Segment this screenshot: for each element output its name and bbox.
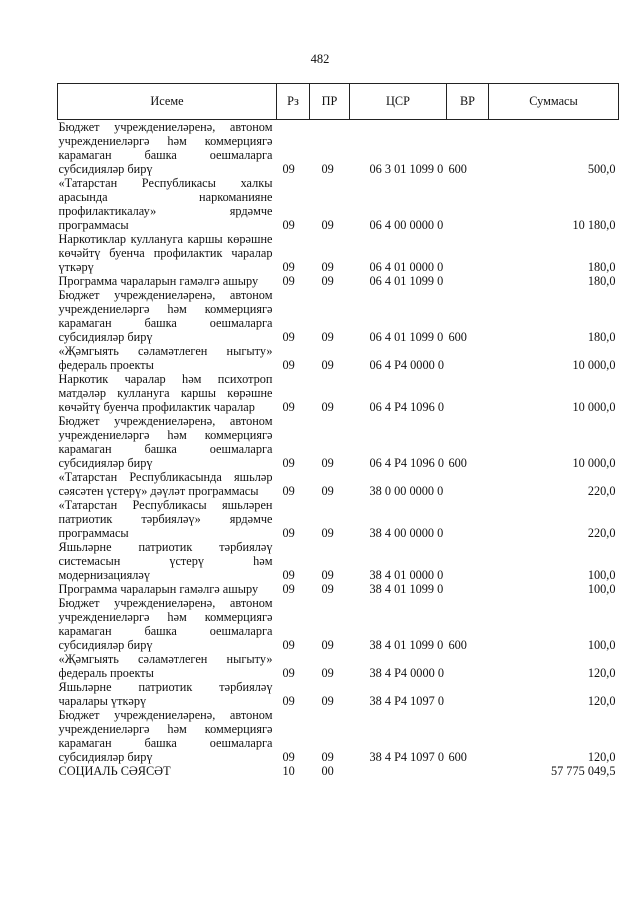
cell-pr: 09 — [321, 568, 334, 582]
cell-name: Бюджет учреждениеләренә, автоном учреждениеләргә һәм коммерциягә карамаган башка оешмаларга субсидияләр бирү — [58, 120, 273, 176]
cell-pr: 00 — [321, 764, 334, 778]
cell-rz: 09 — [282, 358, 295, 372]
cell-sum: 120,0 — [587, 666, 616, 680]
cell-sum: 120,0 — [587, 694, 616, 708]
cell-pr: 09 — [321, 582, 334, 596]
cell-csr: 38 0 00 0000 0 — [369, 484, 444, 498]
table-body — [58, 120, 619, 779]
cell-rz: 09 — [282, 666, 295, 680]
cell-name: «Татарстан Республикасы яшьләрен патриотик тәрбияләү» ярдәмче программасы — [58, 498, 273, 540]
table-row — [58, 708, 619, 764]
table-row — [58, 274, 619, 288]
cell-rz: 09 — [282, 526, 295, 540]
cell-pr: 09 — [321, 218, 334, 232]
cell-sum: 10 180,0 — [572, 218, 616, 232]
table-row — [58, 680, 619, 708]
cell-sum: 180,0 — [587, 274, 616, 288]
cell-name: Бюджет учреждениеләренә, автоном учреждениеләргә һәм коммерциягә карамаган башка оешмаларга субсидияләр бирү — [58, 708, 273, 764]
cell-sum: 180,0 — [587, 330, 616, 344]
budget-table — [57, 83, 619, 778]
cell-pr: 09 — [321, 526, 334, 540]
cell-sum: 100,0 — [587, 568, 616, 582]
page-number: 482 — [310, 52, 330, 66]
column-header-sum: Суммасы — [489, 84, 619, 120]
column-header-vr: ВР — [447, 84, 489, 120]
cell-sum: 120,0 — [587, 750, 616, 764]
cell-csr: 06 4 01 1099 0 — [369, 330, 444, 344]
cell-sum: 220,0 — [587, 526, 616, 540]
cell-vr — [447, 274, 489, 288]
cell-name: Программа чараларын гамәлгә ашыру — [58, 274, 259, 288]
cell-sum: 100,0 — [587, 638, 616, 652]
cell-csr: 38 4 P4 0000 0 — [369, 666, 444, 680]
cell-vr — [447, 498, 489, 540]
cell-name: Бюджет учреждениеләренә, автоном учреждениеләргә һәм коммерциягә карамаган башка оешмаларга субсидияләр бирү — [58, 288, 273, 344]
cell-vr — [447, 652, 489, 680]
cell-vr — [447, 582, 489, 596]
cell-name: Наркотик чаралар һәм психотроп матдәләр куллануга каршы көрәшне көчәйтү буенча профилактик чаралар — [58, 372, 273, 414]
table-row — [58, 120, 619, 177]
cell-pr: 09 — [321, 694, 334, 708]
cell-sum: 500,0 — [587, 162, 616, 176]
cell-rz: 09 — [282, 456, 295, 470]
table-row — [58, 652, 619, 680]
cell-name: Яшьләрне патриотик тәрбияләү системасын үстерү һәм модернизацияләү — [58, 540, 273, 582]
column-header-rz: Рз — [277, 84, 310, 120]
cell-sum: 10 000,0 — [572, 400, 616, 414]
cell-rz: 09 — [282, 260, 295, 274]
cell-rz: 09 — [282, 484, 295, 498]
cell-sum: 57 775 049,5 — [550, 764, 616, 778]
column-header-csr: ЦСР — [350, 84, 447, 120]
table-row — [58, 372, 619, 414]
table-row — [58, 288, 619, 344]
cell-pr: 09 — [321, 330, 334, 344]
cell-rz: 09 — [282, 274, 295, 288]
cell-sum: 10 000,0 — [572, 358, 616, 372]
table-row — [58, 498, 619, 540]
cell-vr — [447, 540, 489, 582]
cell-name: Программа чараларын гамәлгә ашыру — [58, 582, 259, 596]
cell-rz: 09 — [282, 582, 295, 596]
table-row — [58, 176, 619, 232]
cell-name: «Җәмгыять сәламәтлеген ныгыту» федераль проекты — [58, 652, 273, 680]
cell-pr: 09 — [321, 750, 334, 764]
cell-rz: 09 — [282, 330, 295, 344]
cell-vr: 600 — [448, 162, 467, 176]
cell-csr: 06 4 P4 0000 0 — [369, 358, 444, 372]
cell-csr: 06 4 P4 1096 0 — [369, 456, 444, 470]
cell-vr: 600 — [448, 750, 467, 764]
cell-csr — [350, 764, 447, 778]
cell-rz: 09 — [282, 162, 295, 176]
cell-pr: 09 — [321, 666, 334, 680]
table-row — [58, 596, 619, 652]
cell-name: «Җәмгыять сәламәтлеген ныгыту» федераль проекты — [58, 344, 273, 372]
cell-csr: 38 4 01 1099 0 — [369, 638, 444, 652]
cell-rz: 09 — [282, 400, 295, 414]
table-row — [58, 232, 619, 274]
cell-sum: 220,0 — [587, 484, 616, 498]
cell-vr — [447, 680, 489, 708]
cell-rz: 09 — [282, 694, 295, 708]
cell-pr: 09 — [321, 638, 334, 652]
cell-sum: 180,0 — [587, 260, 616, 274]
cell-pr: 09 — [321, 358, 334, 372]
cell-vr — [447, 470, 489, 498]
table-header — [58, 84, 619, 120]
cell-rz: 10 — [282, 764, 295, 778]
table-row — [58, 470, 619, 498]
cell-vr — [447, 764, 489, 778]
cell-pr: 09 — [321, 162, 334, 176]
table-row — [58, 540, 619, 582]
cell-name: «Татарстан Республикасында яшьләр сәясәтен үстерү» дәүләт программасы — [58, 470, 273, 498]
cell-name: «Татарстан Республикасы халкы арасында наркоманияне профилактикалау» ярдәмче программасы — [58, 176, 273, 232]
cell-name: Бюджет учреждениеләренә, автоном учреждениеләргә һәм коммерциягә карамаган башка оешмаларга субсидияләр бирү — [58, 596, 273, 652]
table-row — [58, 414, 619, 470]
cell-pr: 09 — [321, 456, 334, 470]
cell-vr: 600 — [448, 330, 467, 344]
cell-pr: 09 — [321, 260, 334, 274]
cell-csr: 06 3 01 1099 0 — [369, 162, 444, 176]
cell-csr: 38 4 P4 1097 0 — [369, 750, 444, 764]
cell-sum: 100,0 — [587, 582, 616, 596]
column-header-pr: ПР — [310, 84, 350, 120]
cell-vr: 600 — [448, 638, 467, 652]
cell-pr: 09 — [321, 484, 334, 498]
cell-csr: 06 4 01 1099 0 — [369, 274, 444, 288]
cell-vr — [447, 344, 489, 372]
table-row — [58, 582, 619, 596]
cell-vr — [447, 372, 489, 414]
cell-csr: 38 4 00 0000 0 — [369, 526, 444, 540]
cell-pr: 09 — [321, 274, 334, 288]
cell-rz: 09 — [282, 638, 295, 652]
column-header-name: Исеме — [58, 84, 277, 120]
cell-name: Яшьләрне патриотик тәрбияләү чаралары үткәрү — [58, 680, 273, 708]
cell-name: Наркотиклар куллануга каршы көрәшне көчәйтү буенча профилактик чаралар үткәрү — [58, 232, 273, 274]
cell-csr: 38 4 01 0000 0 — [369, 568, 444, 582]
cell-csr: 38 4 P4 1097 0 — [369, 694, 444, 708]
cell-csr: 06 4 01 0000 0 — [369, 260, 444, 274]
cell-rz: 09 — [282, 750, 295, 764]
cell-csr: 06 4 00 0000 0 — [369, 218, 444, 232]
cell-rz: 09 — [282, 218, 295, 232]
table-row — [58, 764, 619, 778]
cell-name: СОЦИАЛЬ СӘЯСӘТ — [58, 764, 171, 778]
cell-rz: 09 — [282, 568, 295, 582]
cell-vr: 600 — [448, 456, 467, 470]
cell-vr — [447, 176, 489, 232]
cell-pr: 09 — [321, 400, 334, 414]
cell-csr: 06 4 P4 1096 0 — [369, 400, 444, 414]
cell-sum: 10 000,0 — [572, 456, 616, 470]
cell-name: Бюджет учреждениеләренә, автоном учреждениеләргә һәм коммерциягә карамаган башка оешмаларга субсидияләр бирү — [58, 414, 273, 470]
table-row — [58, 344, 619, 372]
cell-csr: 38 4 01 1099 0 — [369, 582, 444, 596]
cell-vr — [447, 232, 489, 274]
